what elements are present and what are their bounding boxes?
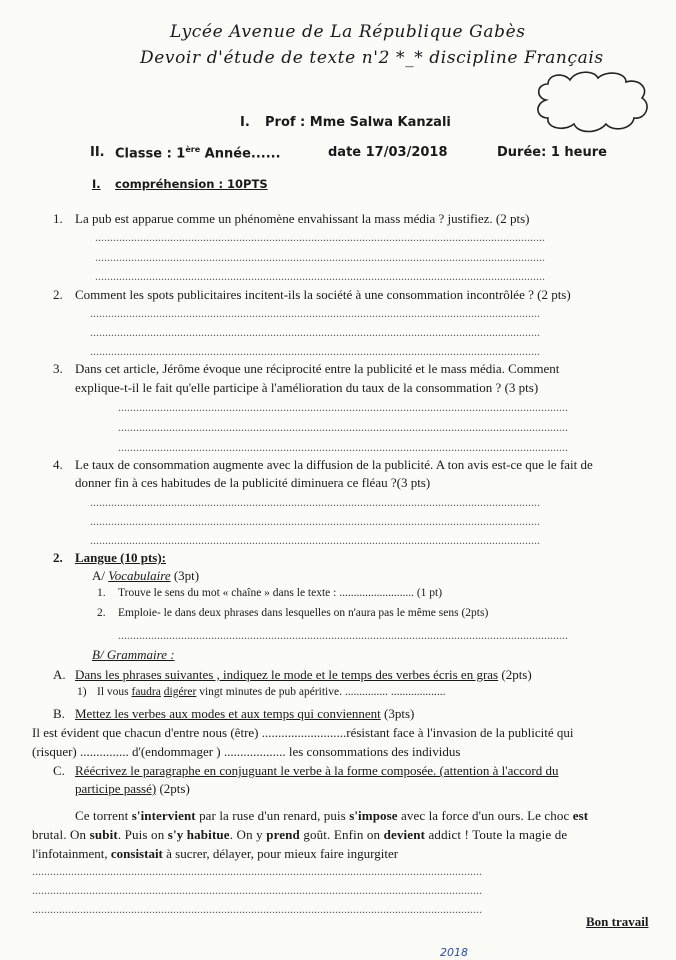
answer-line: ......................................................................................................................................................	[95, 250, 545, 264]
grammar-a1-sentence	[97, 686, 445, 698]
grammar-c-line2	[75, 781, 190, 797]
p2-verb-3: prend	[266, 827, 300, 842]
p2-i: addict ! Toute la magie de	[425, 827, 568, 842]
p1-verb-1: s'intervient	[131, 808, 196, 823]
exam-duration: Durée: 1 heure	[497, 145, 607, 160]
paragraph-line-1	[75, 808, 588, 824]
a1-post: vingt minutes de pub apéritive. ............... ...................	[196, 686, 446, 698]
grammar-title: Grammaire :	[106, 647, 175, 662]
question-4-line1: Le taux de consommation augmente avec la diffusion de la publicité. A ton avis est-ce que le fait de	[75, 457, 593, 472]
roman-one: I.	[240, 115, 250, 130]
answer-line: ......................................................................................................................................................	[118, 400, 568, 414]
p3-c: à sucrer, délayer, pour mieux faire ingurgiter	[162, 846, 399, 861]
section-two-num: 2.	[53, 550, 63, 565]
classe-label	[115, 145, 281, 161]
grammar-b-pts: (3pts)	[380, 706, 415, 721]
grammar-b-line2: (risquer) ............... d'(endommager ) ................... les consommations des individus	[32, 744, 461, 759]
grammar-a1-num: 1)	[77, 686, 87, 698]
p1-a: Ce torrent	[75, 808, 132, 823]
p2-a: brutal. On	[32, 827, 90, 842]
question-2-text: Comment les spots publicitaires incitent-ils la société à une consommation incontrôlée ? (2 pts)	[75, 287, 571, 302]
vocab-title: Vocabulaire	[108, 568, 171, 583]
grammar-a-label: A.	[53, 667, 66, 682]
p2-e: . On y	[229, 827, 267, 842]
paragraph-line-3	[32, 846, 398, 862]
grammar-b-text	[75, 706, 414, 722]
p2-c: . Puis on	[117, 827, 168, 842]
a1-pre: Il vous	[97, 686, 132, 698]
answer-line: ......................................................................................................................................................	[118, 440, 568, 454]
grammar-b-line1: Il est évident que chacun d'entre nous (être) ..........................résistant face à l'invasion de la publicité qui	[32, 725, 574, 740]
classe-text: Classe : 1	[115, 146, 186, 162]
vocab-1-num: 1.	[97, 587, 106, 599]
section-two-title: Langue (10 pts):	[75, 550, 167, 565]
p2-g: goût. Enfin on	[299, 827, 384, 842]
answer-line: ......................................................................................................................................................	[32, 883, 482, 897]
grammar-a-text	[75, 667, 532, 683]
question-3-line1: Dans cet article, Jérôme évoque une réciprocité entre la publicité et le mass média. Comment	[75, 361, 560, 376]
p1-c: par la ruse d'un renard, puis	[195, 808, 350, 823]
p2-verb-4: devient	[383, 827, 426, 842]
answer-line: ......................................................................................................................................................	[90, 495, 540, 509]
roman-two: II.	[90, 145, 105, 160]
question-4-num: 4.	[53, 457, 63, 472]
paragraph-line-2	[32, 827, 567, 843]
question-2-num: 2.	[53, 287, 63, 302]
grammar-c-label: C.	[53, 763, 65, 778]
p2-verb-2: s'y habitue	[167, 827, 230, 842]
question-1-text: La pub est apparue comme un phénomène envahissant la mass média ? justifiez. (2 pts)	[75, 211, 530, 226]
grammar-b-instruction: Mettez les verbes aux modes et aux temps qui conviennent	[75, 706, 381, 721]
prof-name: Prof : Mme Salwa Kanzali	[265, 115, 451, 130]
exam-date: date 17/03/2018	[328, 145, 448, 160]
grammar-heading	[92, 647, 175, 663]
answer-line: ......................................................................................................................................................	[90, 325, 540, 339]
question-3-line2: explique-t-il le fait qu'elle participe à l'amélioration du taux de la consommation ? (3 pts)	[75, 380, 539, 395]
p1-verb-3: est	[572, 808, 589, 823]
p2-verb-1: subit	[89, 827, 118, 842]
grammar-a-pts: (2pts)	[498, 667, 532, 682]
grammar-c-line1: Réécrivez le paragraphe en conjuguant le verbe à la forme composée. (attention à l'accord du	[75, 763, 559, 778]
grammar-prefix: B/	[92, 647, 107, 662]
grammar-b-label: B.	[53, 706, 65, 721]
answer-line: ......................................................................................................................................................	[118, 628, 568, 642]
vocab-pts: (3pt)	[170, 568, 200, 583]
grammar-c-participe: participe passé)	[75, 781, 157, 796]
answer-line: ......................................................................................................................................................	[32, 902, 482, 916]
school-title: Lycée Avenue de La République Gabès	[170, 22, 526, 42]
answer-line: ......................................................................................................................................................	[95, 269, 545, 283]
vocab-1-text: Trouve le sens du mot « chaîne » dans le texte : .......................... (1 pt)	[118, 587, 443, 599]
classe-sup: ère	[185, 145, 201, 154]
stamp-mark: 2018	[440, 946, 468, 959]
vocab-prefix: A/	[92, 568, 109, 583]
grammar-a-instruction: Dans les phrases suivantes , indiquez le mode et le temps des verbes écris en gras	[75, 667, 499, 682]
p3-verb-1: consistait	[110, 846, 163, 861]
answer-line: ......................................................................................................................................................	[118, 420, 568, 434]
question-3-num: 3.	[53, 361, 63, 376]
question-4-line2: donner fin à ces habitudes de la publicité diminuera ce fléau ?(3 pts)	[75, 475, 431, 490]
classe-rest: Année......	[200, 146, 281, 162]
test-subtitle: Devoir d'étude de texte n'2 *_* discipline Français	[140, 48, 604, 68]
answer-line: ......................................................................................................................................................	[32, 864, 482, 878]
answer-line: ......................................................................................................................................................	[90, 514, 540, 528]
grammar-c-pts: (2pts)	[156, 781, 190, 796]
vocab-heading	[92, 568, 199, 584]
a1-verb-1: faudra	[131, 686, 161, 698]
vocab-2-num: 2.	[97, 607, 106, 619]
vocab-2-text: Emploie- le dans deux phrases dans lesquelles on n'aura pas le même sens (2pts)	[118, 607, 489, 619]
section-one-title: compréhension : 10PTS	[115, 177, 268, 191]
a1-verb-2: digérer	[163, 686, 197, 698]
p1-verb-2: s'impose	[349, 808, 398, 823]
answer-line: ......................................................................................................................................................	[90, 344, 540, 358]
section-one-num: I.	[92, 177, 101, 191]
cloud-doodle-icon	[532, 70, 654, 136]
p1-e: avec la force d'un ours. Le choc	[397, 808, 573, 823]
question-1-num: 1.	[53, 211, 63, 226]
p3-a: l'infotainment,	[32, 846, 111, 861]
answer-line: ......................................................................................................................................................	[90, 533, 540, 547]
answer-line: ......................................................................................................................................................	[95, 230, 545, 244]
answer-line: ......................................................................................................................................................	[90, 306, 540, 320]
closing-note: Bon travail	[586, 914, 649, 929]
